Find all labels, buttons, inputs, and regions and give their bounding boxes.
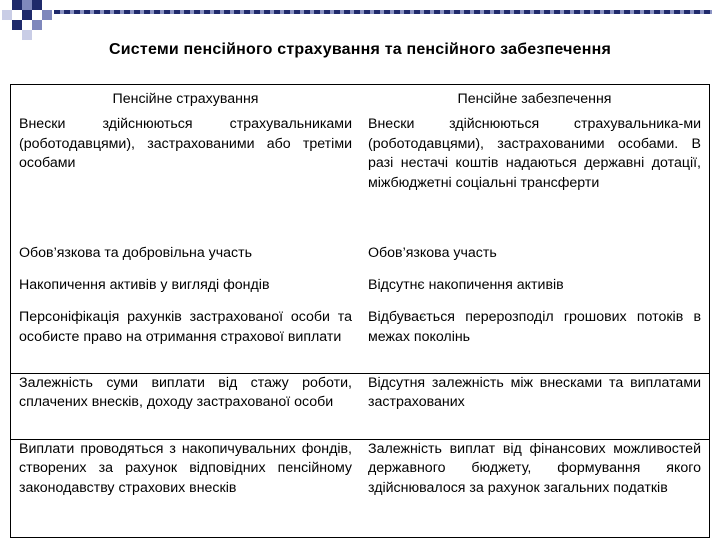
- decor-square: [12, 20, 22, 30]
- decor-square: [22, 30, 32, 40]
- cell-left: Обов’язкова та добровільна участь: [19, 245, 253, 261]
- table-row: [11, 308, 710, 373]
- cell-right: Обов’язкова участь: [368, 245, 497, 261]
- decor-top-stripe: [54, 10, 712, 14]
- cell-left: Персоніфікація рахунків застрахованої особи та особисте право на отримання страхової виплати: [19, 309, 352, 345]
- table-row: [11, 244, 710, 276]
- table-row: [11, 373, 710, 439]
- table-row: [11, 439, 710, 537]
- cell-right: Відсутнє накопичення активів: [368, 277, 564, 294]
- cell-right: Відсутня залежність між внесками та виплатами застрахованих: [360, 373, 710, 439]
- cell-left: Накопичення активів у вигляді фондів: [19, 277, 270, 294]
- table-header-row: [11, 85, 710, 116]
- decor-square: [2, 10, 12, 20]
- cell-right: Внески здійснюються страхувальника-ми (роботодавцями), застрахованими особами. В разі нестачі коштів надаються державні дотації, міжбюджетні соціальні трансферти: [368, 116, 701, 191]
- cell-right: Залежність виплат від фінансових можливостей державного бюджету, формування якого здійснювалося за рахунок загальних податків: [360, 439, 710, 537]
- decor-square: [22, 10, 32, 20]
- header-pension-insurance: Пенсійне страхування: [112, 91, 259, 107]
- comparison-table: [10, 84, 710, 538]
- page-title: Системи пенсійного страхування та пенсійного забезпечення: [109, 41, 611, 58]
- header-pension-provision: Пенсійне забезпечення: [457, 91, 612, 107]
- decor-square: [32, 20, 42, 30]
- decor-square: [42, 10, 52, 20]
- decor-square: [12, 0, 22, 10]
- cell-left: Виплати проводяться з накопичувальних фондів, створених за рахунок відповідних пенсійному законодавству страхових внесків: [11, 439, 361, 537]
- table-row: [11, 276, 710, 308]
- cell-left: Внески здійснюються страхувальниками (роботодавцями), застрахованими або третіми особами: [19, 116, 352, 172]
- table-row: [11, 115, 710, 244]
- cell-left: Залежність суми виплати від стажу роботи, сплачених внесків, доходу застрахованої особи: [11, 373, 361, 439]
- decor-square: [32, 0, 42, 10]
- cell-right: Відбувається перерозподіл грошових потоків в межах поколінь: [368, 309, 701, 345]
- decor-square: [22, 0, 32, 10]
